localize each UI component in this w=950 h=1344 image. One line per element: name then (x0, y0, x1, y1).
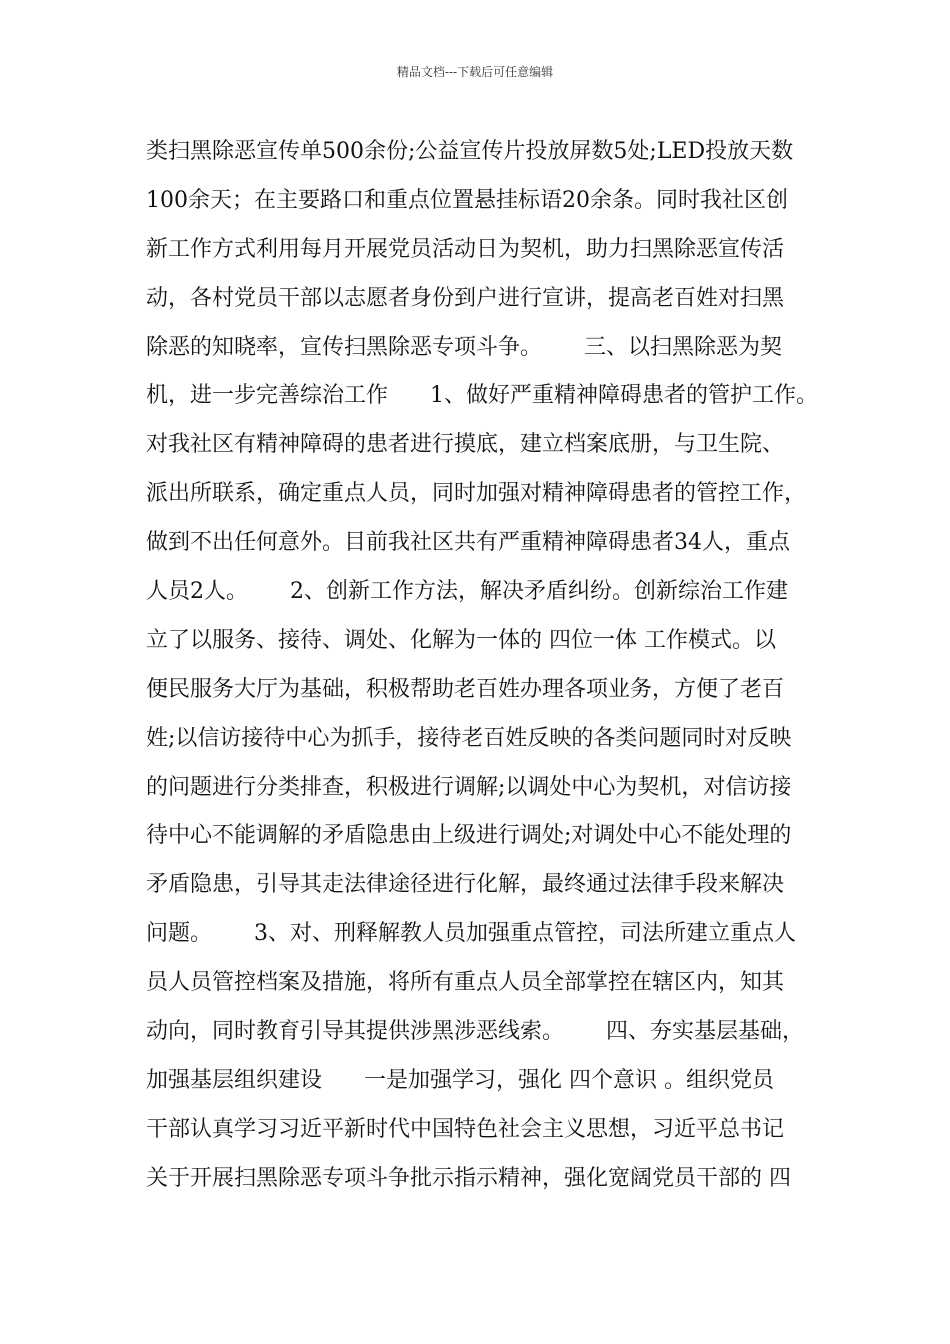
text-line: 机，进一步完善综治工作 1、做好严重精神障碍患者的管护工作。 (146, 383, 818, 409)
text-line: 便民服务大厅为基础，积极帮助老百姓办理各项业务，方便了老百 (146, 676, 785, 702)
text-line: 人员2人。 2、创新工作方法，解决矛盾纠纷。创新综治工作建 (146, 579, 788, 605)
text-line: 动，各村党员干部以志愿者身份到户进行宣讲，提高老百姓对扫黑 (146, 285, 785, 311)
text-line: 类扫黑除恶宣传单500余份;公益宣传片投放屏数5处;LED投放天数 (146, 139, 794, 164)
text-line: 问题。 3、对、刑释解教人员加强重点管控，司法所建立重点人 (146, 921, 796, 947)
text-line: 立了以服务、接待、调处、化解为一体的 四位一体 工作模式。以 (146, 627, 776, 653)
text-line: 姓;以信访接待中心为抓手，接待老百姓反映的各类问题同时对反映 (146, 725, 792, 751)
text-line: 新工作方式利用每月开展党员活动日为契机，助力扫黑除恶宣传活 (146, 236, 785, 262)
text-line: 100余天；在主要路口和重点位置悬挂标语20余条。同时我社区创 (146, 187, 788, 213)
text-line: 干部认真学习习近平新时代中国特色社会主义思想，习近平总书记 (146, 1116, 785, 1142)
text-line: 对我社区有精神障碍的患者进行摸底，建立档案底册，与卫生院、 (146, 432, 785, 458)
page-header: 精品文档---下载后可任意编辑 (396, 65, 554, 79)
text-line: 除恶的知晓率，宣传扫黑除恶专项斗争。 三、以扫黑除恶为契 (146, 334, 782, 360)
body-text (146, 128, 826, 1204)
text-line: 动向，同时教育引导其提供涉黑涉恶线索。 四、夯实基层基础， (146, 1019, 804, 1045)
text-line: 的问题进行分类排查，积极进行调解;以调处中心为契机，对信访接 (146, 774, 792, 800)
text-line: 加强基层组织建设 一是加强学习，强化 四个意识 。组织党员 (146, 1067, 774, 1093)
text-line: 关于开展扫黑除恶专项斗争批示指示精神，强化宽阔党员干部的 四 (146, 1165, 791, 1191)
text-line: 待中心不能调解的矛盾隐患由上级进行调处;对调处中心不能处理的 (146, 823, 792, 849)
text-line: 做到不出任何意外。目前我社区共有严重精神障碍患者34人，重点 (146, 530, 790, 556)
text-line: 矛盾隐患，引导其走法律途径进行化解，最终通过法律手段来解决 (146, 872, 785, 898)
text-line: 员人员管控档案及措施，将所有重点人员全部掌控在辖区内，知其 (146, 970, 785, 996)
text-line: 派出所联系，确定重点人员，同时加强对精神障碍患者的管控工作， (146, 481, 807, 507)
